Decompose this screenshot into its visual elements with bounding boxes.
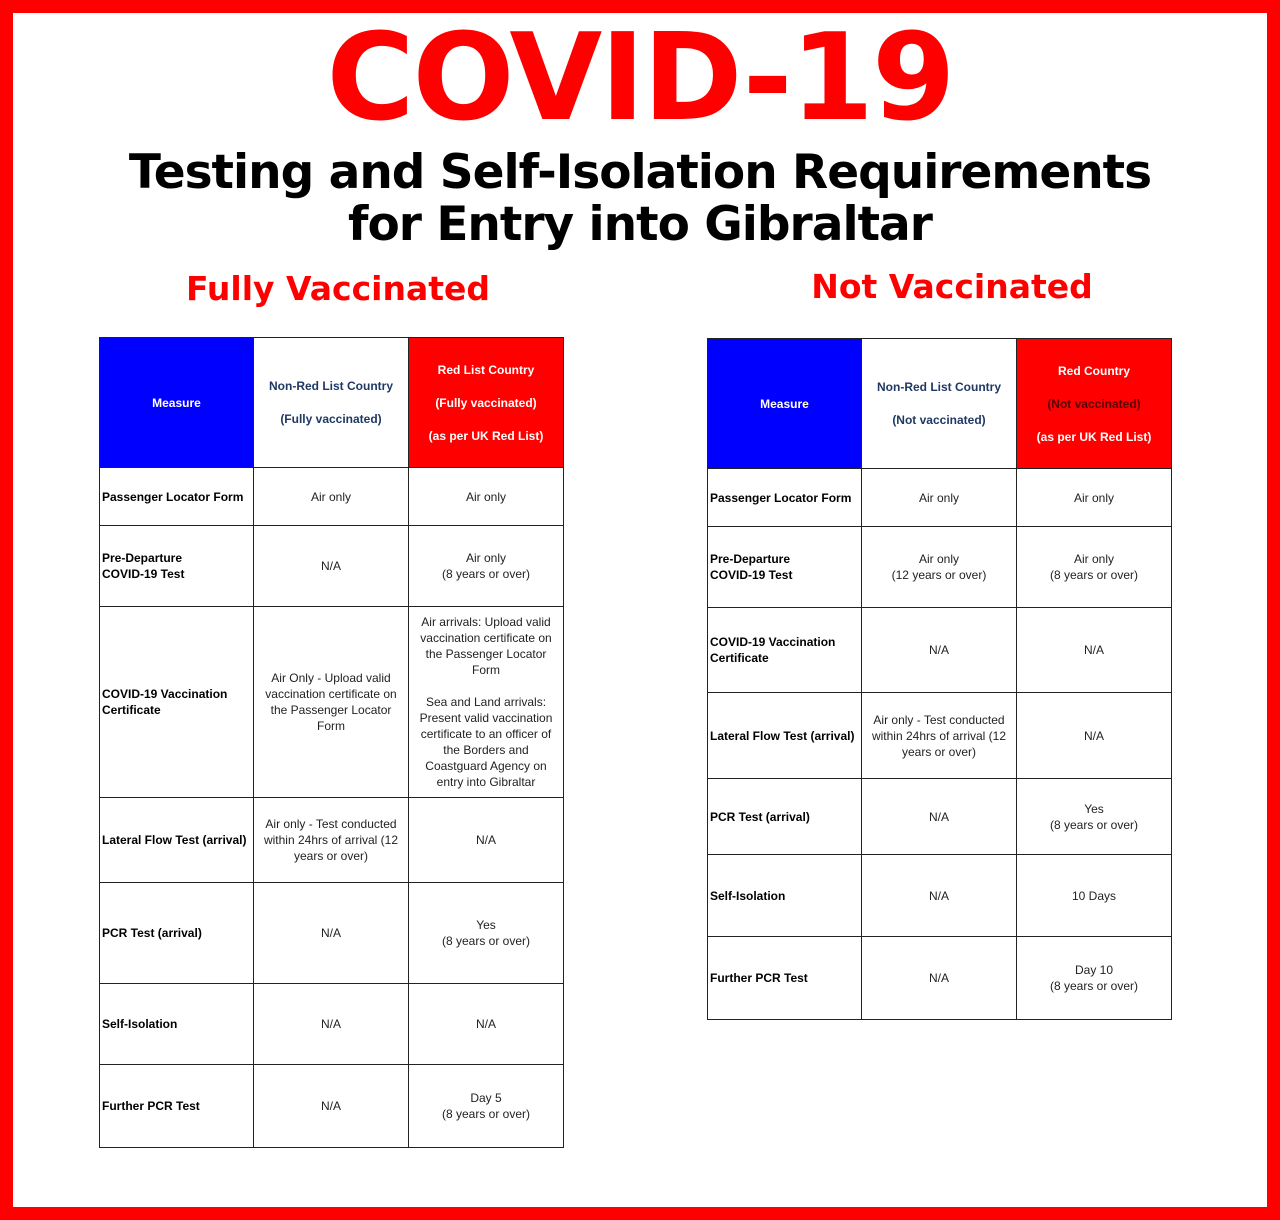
cell-non-red: N/A <box>254 526 409 607</box>
row-label: COVID-19 Vaccination Certificate <box>708 608 862 693</box>
row-label: Lateral Flow Test (arrival) <box>708 693 862 779</box>
header-red-country: Red Country (Not vaccinated) (as per UK Red List) <box>1017 339 1172 469</box>
cell-red: Day 10 (8 years or over) <box>1017 937 1172 1020</box>
cell-non-red: Air only - Test conducted within 24hrs of arrival (12 years or over) <box>254 798 409 883</box>
fully-vaccinated-heading: Fully Vaccinated <box>186 269 490 308</box>
table-row <box>708 469 1172 527</box>
cell-non-red: Air only <box>254 468 409 526</box>
table-row <box>100 526 564 607</box>
row-label: Pre-Departure COVID-19 Test <box>708 527 862 608</box>
row-label: PCR Test (arrival) <box>708 779 862 855</box>
page-subtitle-line1: Testing and Self-Isolation Requirements <box>128 145 1152 200</box>
table-row <box>708 855 1172 937</box>
header-non-red-list-country: Non-Red List Country (Not vaccinated) <box>862 339 1017 469</box>
cell-red: Air arrivals: Upload valid vaccination certificate on the Passenger Locator Form Sea and Land arrivals: Present valid vaccination certificate to an officer of the Borders and Coastguard Agency on entry into Gibraltar <box>409 607 564 798</box>
cell-red: 10 Days <box>1017 855 1172 937</box>
row-label: Lateral Flow Test (arrival) <box>100 798 254 883</box>
header-measure: Measure <box>708 339 862 469</box>
cell-non-red: N/A <box>254 1065 409 1148</box>
cell-non-red: Air only (12 years or over) <box>862 527 1017 608</box>
table-row <box>100 468 564 526</box>
table-row <box>708 693 1172 779</box>
cell-non-red: N/A <box>254 883 409 984</box>
table-row <box>100 798 564 883</box>
cell-red: Air only (8 years or over) <box>409 526 564 607</box>
header-measure: Measure <box>100 338 254 468</box>
not-vaccinated-table <box>707 338 1172 1020</box>
table-row <box>708 527 1172 608</box>
row-label: Passenger Locator Form <box>100 468 254 526</box>
table-row <box>100 883 564 984</box>
row-label: Pre-Departure COVID-19 Test <box>100 526 254 607</box>
cell-red: N/A <box>409 798 564 883</box>
cell-red: Yes (8 years or over) <box>1017 779 1172 855</box>
page-title: COVID-19 <box>326 9 954 148</box>
table-row <box>100 607 564 798</box>
cell-red: N/A <box>1017 608 1172 693</box>
cell-non-red: Air only <box>862 469 1017 527</box>
header-non-red-list-country: Non-Red List Country (Fully vaccinated) <box>254 338 409 468</box>
page-subtitle-line2: for Entry into Gibraltar <box>348 197 932 252</box>
cell-red: Air only (8 years or over) <box>1017 527 1172 608</box>
row-label: COVID-19 Vaccination Certificate <box>100 607 254 798</box>
cell-non-red: N/A <box>862 855 1017 937</box>
table-row <box>100 1065 564 1148</box>
fully-vaccinated-table <box>99 337 564 1148</box>
table-row <box>708 608 1172 693</box>
table-row <box>708 779 1172 855</box>
row-label: Further PCR Test <box>708 937 862 1020</box>
cell-red: Yes (8 years or over) <box>409 883 564 984</box>
table-row <box>708 937 1172 1020</box>
not-vaccinated-heading: Not Vaccinated <box>811 267 1093 306</box>
table-header-row <box>100 338 564 468</box>
cell-non-red: Air only - Test conducted within 24hrs of arrival (12 years or over) <box>862 693 1017 779</box>
header-red-list-country: Red List Country (Fully vaccinated) (as per UK Red List) <box>409 338 564 468</box>
row-label: Self-Isolation <box>708 855 862 937</box>
cell-non-red: Air Only - Upload valid vaccination certificate on the Passenger Locator Form <box>254 607 409 798</box>
cell-red: N/A <box>1017 693 1172 779</box>
cell-red: Day 5 (8 years or over) <box>409 1065 564 1148</box>
cell-red: N/A <box>409 984 564 1065</box>
cell-non-red: N/A <box>862 779 1017 855</box>
row-label: Passenger Locator Form <box>708 469 862 527</box>
table-header-row <box>708 339 1172 469</box>
row-label: Self-Isolation <box>100 984 254 1065</box>
table-row <box>100 984 564 1065</box>
cell-red: Air only <box>409 468 564 526</box>
cell-non-red: N/A <box>862 608 1017 693</box>
cell-red: Air only <box>1017 469 1172 527</box>
cell-non-red: N/A <box>862 937 1017 1020</box>
row-label: Further PCR Test <box>100 1065 254 1148</box>
cell-non-red: N/A <box>254 984 409 1065</box>
row-label: PCR Test (arrival) <box>100 883 254 984</box>
